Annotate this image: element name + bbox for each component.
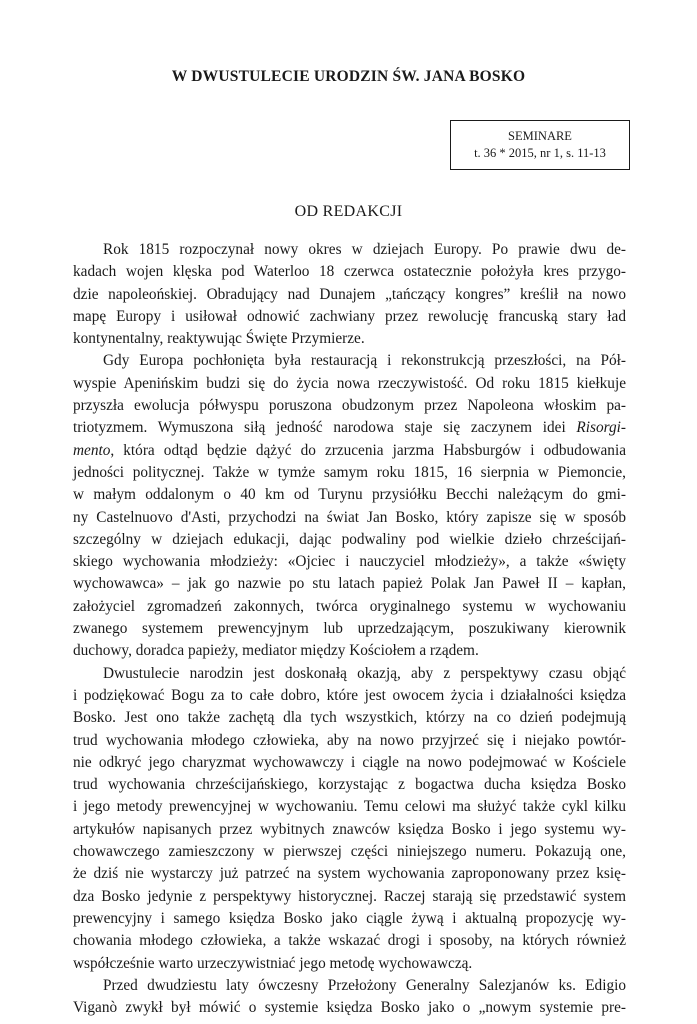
text-line: chowawczego zamieszczony w pierwszej części niniejszego numeru. Pokazują one, <box>73 843 626 861</box>
text-line: i jego metody prewencyjnej w wychowaniu. Temu celowi ma służyć także cykl kilku <box>73 798 626 816</box>
text-line: kadach wojen klęska pod Waterloo 18 czerwca ostatecznie położyła kres przygo- <box>73 263 626 281</box>
text-line: Gdy Europa pochłonięta była restauracją i rekonstrukcją przeszłości, na Pół- <box>103 352 626 370</box>
text-line: że dziś nie wystarczy już patrzeć na system wychowania zaproponowany przez księ- <box>73 865 626 883</box>
text-line: ny Castelnuovo d'Asti, przychodzi na świat Jan Bosko, który zapisze się w sposób <box>73 508 626 526</box>
text-line: nie odkryć jego charyzmat wychowawczy i ciągle na nowo podejmować w Kościele <box>73 753 626 771</box>
running-header: W DWUSTULECIE URODZIN ŚW. JANA BOSKO <box>171 68 526 85</box>
text-line: Bosko. Jest ono także zachętą dla tych wszystkich, którzy na co dzień podejmują <box>73 709 626 727</box>
text-line: zwanego systemem prewencyjnym lub uprzedzającym, poszukiwany kierownik <box>73 620 626 638</box>
text-line: założyciel zgromadzeń zakonnych, twórca oryginalnego systemu w wychowaniu <box>73 597 626 615</box>
text-line: Viganò zwykł był mówić o systemie księdza Bosko jako o „nowym systemie pre- <box>73 999 626 1017</box>
paragraph <box>73 975 626 1020</box>
article-body <box>73 239 626 1019</box>
text-line: Dwustulecie narodzin jest doskonałą okazją, aby z perspektywy czasu objąć <box>103 664 626 682</box>
paragraph <box>73 350 626 662</box>
text-line: skiego wychowania młodzieży: «Ojciec i nauczyciel młodzieży», a także «święty <box>73 553 626 571</box>
text-line: artykułów napisanych przez wybitnych znawców księdza Bosko i jego systemu wy- <box>73 820 626 838</box>
text-line: dzie napoleońskiej. Obradujący nad Dunajem „tańczący kongres” kreślił na nowo <box>73 285 626 303</box>
text-line: wyspie Apenińskim budzi się do życia nowa rzeczywistość. Od roku 1815 kiełkuje <box>73 374 626 392</box>
text-line: dza Bosko jedynie z perspektywy historycznej. Raczej starają się przedstawić system <box>73 887 626 905</box>
text-line: chowania młodego człowieka, a także wskazać drogi i sposoby, na których również <box>73 932 626 950</box>
text-line: mapę Europy i usiłował odnowić zachwiany przez rewolucję francuską stary ład <box>73 307 626 325</box>
text-line: Przed dwudziestu laty ówczesny Przełożony Generalny Salezjanów ks. Edigio <box>103 976 626 994</box>
text-line: i podziękować Bogu za to całe dobro, które jest owocem życia i działalności księdza <box>73 686 626 704</box>
paragraph <box>73 239 626 350</box>
text-line: triotyzmem. Wymuszona siłą jedność narodowa staje się zaczynem idei Risorgi- <box>73 419 626 437</box>
journal-name: SEMINARE <box>508 129 572 143</box>
text-line: Rok 1815 rozpoczynał nowy okres w dziejach Europy. Po prawie dwu de- <box>103 241 626 258</box>
text-line: współcześnie warto urzeczywistniać jego metodę wychowawczą. <box>73 954 473 972</box>
paragraph <box>73 663 626 975</box>
text-line: duchowy, doradca papieży, mediator między Kościołem a rządem. <box>73 642 479 660</box>
text-line: wychowawca» – jak go nazwie po stu latach papież Polak Jan Paweł II – kapłan, <box>73 575 626 593</box>
citation-box <box>450 120 630 170</box>
article-title: OD REDAKCJI <box>294 203 403 220</box>
journal-volume: t. 36 * 2015, nr 1, s. 11-13 <box>474 146 606 160</box>
text-line: szczególny w dziejach edukacji, dając podwaliny pod wielkie dzieło chrześcijań- <box>73 530 626 548</box>
text-line: trud wychowania młodego człowieka, aby na nowo przyjrzeć się i niejako powtór- <box>73 731 626 749</box>
text-line: jedności politycznej. Także w tymże samym roku 1815, 16 sierpnia w Piemoncie, <box>73 463 626 481</box>
text-line: trud wychowania chrześcijańskiego, korzystając z bogactwa ducha księdza Bosko <box>73 776 626 794</box>
text-line: kontynentalny, reaktywując Święte Przymierze. <box>73 330 365 348</box>
text-line: prewencyjny i samego księdza Bosko jako ciągle żywą i aktualną propozycję wy- <box>73 909 626 927</box>
text-line: w małym oddalonym o 40 km od Turynu przysiółku Becchi należącym do gmi- <box>73 486 626 504</box>
text-line: przyszła ewolucja półwyspu poruszona obudzonym przez Napoleona włoskim pa- <box>73 397 626 415</box>
text-line: mento, która odtąd będzie dążyć do zrzucenia jarzma Habsburgów i odbudowania <box>73 441 626 459</box>
